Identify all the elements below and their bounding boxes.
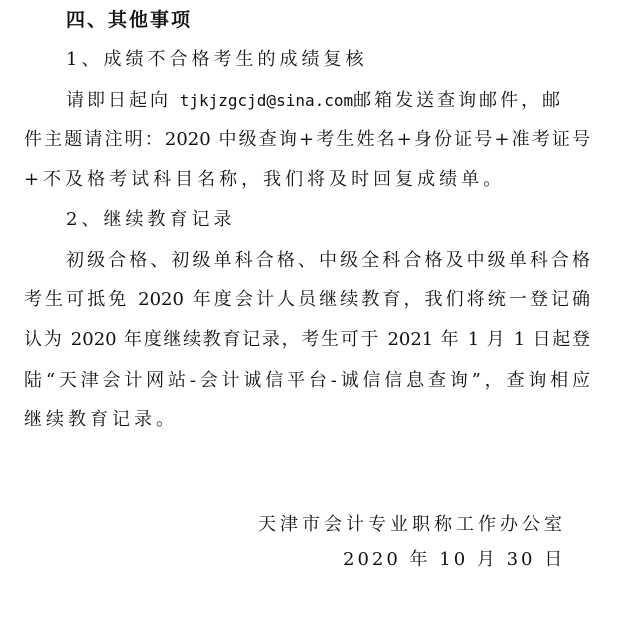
item2-paragraph-line5: 继续教育记录。	[24, 409, 178, 430]
item1-line1-suffix: 邮箱发送查询邮件，邮	[353, 90, 564, 111]
signature-organization: 天津市会计专业职称工作办公室	[258, 514, 566, 535]
section-heading: 四、其他事项	[66, 9, 193, 31]
contact-email: tjkjzgcjd@sina.com	[179, 91, 354, 110]
item1-paragraph-line3: +不及格考试科目名称，我们将及时回复成绩单。	[24, 169, 506, 190]
item1-paragraph-line2: 件主题请注明：2020 中级查询+考生姓名+身份证号+准考证号	[24, 129, 590, 150]
item1-title: 1、成绩不合格考生的成绩复核	[66, 49, 368, 70]
item1-line1-prefix: 请即日起向	[66, 90, 180, 111]
signature-date: 2020 年 10 月 30 日	[343, 549, 566, 570]
item2-paragraph-line2: 考生可抵免 2020 年度会计人员继续教育，我们将统一登记确	[24, 289, 590, 310]
item2-paragraph-line3: 认为 2020 年度继续教育记录，考生可于 2021 年 1 月 1 日起登	[24, 329, 590, 350]
item2-paragraph-line4: 陆“天津会计网站-会计诚信平台-诚信信息查询”，查询相应	[24, 370, 590, 391]
item2-title: 2、继续教育记录	[66, 209, 236, 230]
item1-paragraph-line1	[66, 81, 590, 121]
item2-paragraph-line1: 初级合格、初级单科合格、中级全科合格及中级单科合格	[66, 250, 590, 271]
